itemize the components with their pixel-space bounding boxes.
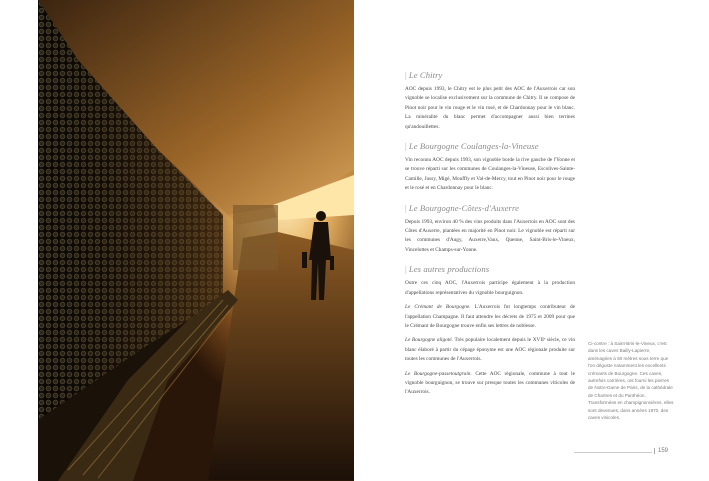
section-title: | Les autres productions [405,264,490,275]
folio-rule [574,452,652,453]
section-title: | Le Chitry [405,70,443,80]
photo-caption: Ci-contre : à Saint-Bris-le-Vineux, c'est dans les caves Bailly-Lapierre, aménagées à 50 mètres sous terre que l'on déguste notamment les excellents crémants de Bourgogne. Ces caves, autrefois carrières, ont fourni les pierres de Notre-Dame de Paris, de la cathédrale de Chartres et du Panthéon. Transformées en champignonnières, elles sont devenues, dans années 1970, des caves vinicoles. [588,341,674,421]
section-chitry [405,70,575,132]
text-column [405,70,575,403]
section-coulanges [405,141,575,194]
section-title: | Le Bourgogne Coulanges-la-Vineuse [405,141,539,152]
subsection-aligote: Le Bourgogne aligoté. Très populaire localement depuis le XVIIᵉ siècle, ce vin blanc élaboré à partir du cépage éponyme est une AOC régionale produite sur toutes les communes de l'Auxerrois. [405,337,576,363]
wine-cellar-photo [38,0,354,481]
section-text: Depuis 1993, environ 40 % des vins produits dans l'Auxerrois en AOC sont des Côtes d'Auxerre, plantées en majorité en Pinot noir. Le vignoble est réparti sur les communes d'Augy, Auxerre,Vaux, Quenne, Saint-Bris-le-Vineux, Vincelottes et Champs-sur-Yonne. [405,218,575,253]
page-number: 159 [654,448,668,454]
section-autres-productions [405,264,575,397]
subsection-passetoutgrain: Le Bourgogne-passetoutgrain. Cette AOC régionale, commune à tout le vignoble bourguignon, se trouve sur presque toutes les communes viticoles de l'Auxerrois. [405,370,575,396]
subsection-cremant: Le Crémant de Bourgogne. L'Auxerrois fut longtemps contributeur de l'appellation Champagne. Il faut attendre les décrets de 1975 et 2009 pour que le Crémant de Bourgogne trouve enfin ses lettres de noblesse. [405,304,575,329]
section-text: Vin reconnu AOC depuis 1993, son vignoble borde la rive gauche de l'Yonne et se trouve réparti sur les communes de Coulanges-la-Vineuse, Escolives-Sainte-Camille, Jussy, Migé, Mouffly et Val-de-Mercy, tout en Pinot noir pour le rouge et le rosé et en Chardonnay pour le blanc. [405,157,575,192]
section-title: | Le Bourgogne-Côtes-d'Auxerre [405,202,520,213]
page-margin [0,0,38,481]
section-text: Outre ces cinq AOC, l'Auxerrois participe également à la production d'appellations représentatives du vignoble bourguignon. [405,280,575,296]
section-cotes-auxerre [405,203,575,256]
section-text: AOC depuis 1993, le Chitry est le plus petit des AOC de l'Auxerrois car son vignoble se localise exclusivement sur la commune de Chitry. Il se compose de Pinot noir pour le vin rouge et le vin rosé, et de Chardonnay pour le vin blanc. La minéralité du blanc permet d'accompagner aussi bien terrines qu'andouillettes. [405,86,575,130]
